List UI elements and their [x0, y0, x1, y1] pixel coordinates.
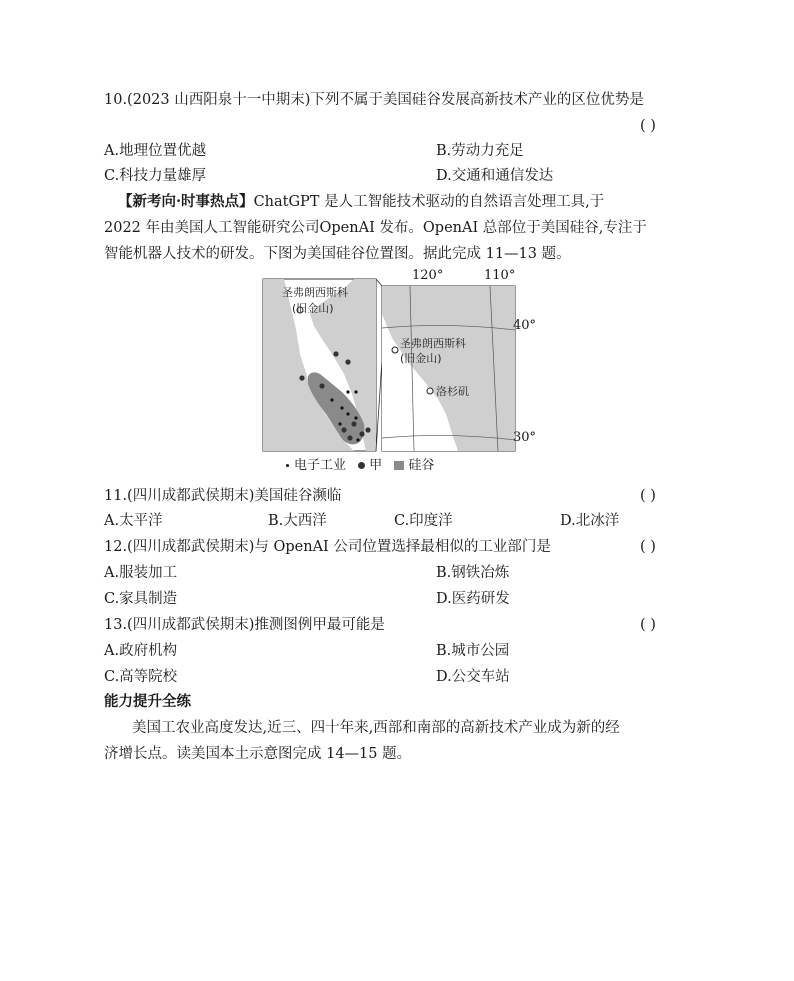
electronics-marker: [340, 406, 343, 409]
q13-option-c: C.高等院校: [104, 669, 178, 685]
legend-silicon-swatch: [394, 461, 404, 470]
hot-topic-line-1: [118, 192, 604, 212]
section-text-1: 美国工农业高度发达,近三、四十年来,西部和南部的高新技术产业成为新的经: [132, 720, 620, 736]
q11-option-d: D.北冰洋: [560, 513, 620, 529]
q10-option-a: A.地理位置优越: [104, 143, 207, 159]
q12-option-a: A.服装加工: [104, 565, 178, 581]
section-text-2: 济增长点。读美国本土示意图完成 14—15 题。: [104, 746, 412, 762]
jia-marker: [359, 431, 364, 436]
q12-option-c: C.家具制造: [104, 591, 178, 607]
q12-option-b: B.钢铁冶炼: [436, 565, 510, 581]
electronics-marker: [354, 390, 357, 393]
hot-topic-tag: 【新考向·时事热点】: [118, 193, 254, 210]
section-title: 能力提升全练: [104, 693, 191, 710]
la-label: 洛杉矶: [436, 385, 469, 398]
inset-connector-top: [376, 279, 382, 286]
electronics-marker: [338, 422, 341, 425]
right-sf-marker: [392, 347, 398, 353]
jia-marker: [341, 427, 346, 432]
jia-marker: [351, 421, 356, 426]
q11-option-b: B.大西洋: [268, 513, 327, 529]
lat-30-label: 30°: [513, 430, 537, 445]
q10-option-d: D.交通和通信发达: [436, 168, 554, 184]
silicon-valley-location-map: [262, 268, 517, 474]
jia-marker: [319, 383, 324, 388]
electronics-marker: [330, 398, 333, 401]
q12-stem: 12.(四川成都武侯期末)与 OpenAI 公司位置选择最相似的工业部门是: [104, 539, 551, 555]
hot-topic-text-1: ChatGPT 是人工智能技术驱动的自然语言处理工具,于: [253, 194, 605, 210]
jia-marker: [333, 351, 338, 356]
q13-stem: 13.(四川成都武侯期末)推测图例甲最可能是: [104, 617, 385, 633]
legend-jia-label: 甲: [369, 458, 383, 473]
right-sf-label-2: (旧金山): [400, 352, 442, 365]
jia-marker: [299, 375, 304, 380]
electronics-marker: [356, 438, 359, 441]
jia-marker: [345, 359, 350, 364]
q12-answer-paren: ( ): [640, 539, 656, 555]
legend-electronics-label: 电子工业: [294, 458, 347, 473]
legend-electronics-dot: [286, 464, 289, 467]
q11-option-a: A.太平洋: [104, 513, 163, 529]
q13-option-d: D.公交车站: [436, 669, 510, 685]
legend-jia-dot: [358, 462, 365, 469]
q13-answer-paren: ( ): [640, 617, 656, 633]
hot-topic-line-2: 2022 年由美国人工智能研究公司OpenAI 发布。OpenAI 总部位于美国硅谷,专注于: [104, 220, 647, 236]
right-sf-label-1: 圣弗朗西斯科: [400, 337, 466, 350]
lon-110-label: 110°: [484, 268, 516, 283]
jia-marker: [347, 435, 352, 440]
electronics-marker: [346, 412, 349, 415]
map-svg: [262, 274, 517, 456]
q13-option-b: B.城市公园: [436, 643, 510, 659]
jia-marker: [365, 427, 370, 432]
q11-option-c: C.印度洋: [394, 513, 453, 529]
inset-connector-bottom: [376, 360, 382, 451]
q11-stem: 11.(四川成都武侯期末)美国硅谷濒临: [104, 488, 342, 504]
electronics-marker: [354, 416, 357, 419]
la-marker: [427, 388, 433, 394]
left-sf-label-1: 圣弗朗西斯科: [282, 286, 348, 299]
q10-option-b: B.劳动力充足: [436, 143, 524, 159]
lon-120-label: 120°: [412, 268, 444, 283]
q10-option-c: C.科技力量雄厚: [104, 168, 207, 184]
q13-option-a: A.政府机构: [104, 643, 178, 659]
lat-40-label-outer: 40°: [513, 318, 537, 333]
q10-stem: 10.(2023 山西阳泉十一中期末)下列不属于美国硅谷发展高新技术产业的区位优势是: [104, 92, 644, 108]
legend-silicon-label: 硅谷: [408, 458, 435, 473]
left-sf-label-2: (旧金山): [292, 302, 334, 315]
q10-answer-paren: ( ): [640, 118, 656, 134]
hot-topic-line-3: 智能机器人技术的研发。下图为美国硅谷位置图。据此完成 11—13 题。: [104, 246, 571, 262]
map-legend: [286, 458, 434, 474]
q11-answer-paren: ( ): [640, 488, 656, 504]
q12-option-d: D.医药研发: [436, 591, 510, 607]
electronics-marker: [346, 390, 349, 393]
